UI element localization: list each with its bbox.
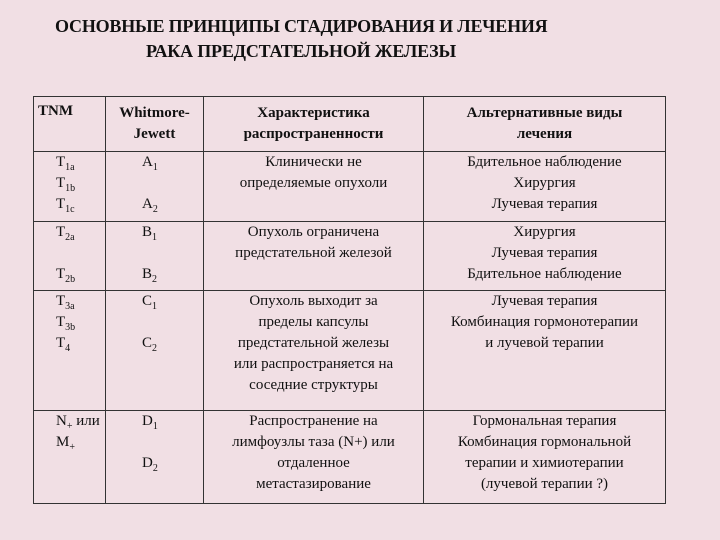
- cell-line: [56, 354, 102, 375]
- cell-whitmore-jewett: [106, 152, 204, 222]
- cell-line: Бдительное наблюдение: [467, 154, 622, 170]
- cell-line: $N_+$ или: [56, 413, 100, 432]
- cell-line: Клинически не: [265, 154, 362, 170]
- cell-treatment: [424, 152, 666, 222]
- header-characteristic: Характеристика распространенности: [204, 97, 424, 152]
- cell-tnm: [34, 411, 106, 504]
- cell-whitmore-jewett: [106, 411, 204, 504]
- cell-line: соседние структуры: [249, 377, 378, 393]
- cell-line: $A_2$: [142, 196, 158, 215]
- table-row: [34, 411, 666, 504]
- cell-line: $T_{3b}$: [56, 314, 76, 333]
- cell-tnm: [34, 152, 106, 222]
- cell-characteristic: [204, 291, 424, 411]
- title-line-1: ОСНОВНЫЕ ПРИНЦИПЫ СТАДИРОВАНИЯ И ЛЕЧЕНИЯ: [55, 16, 548, 36]
- cell-treatment: [424, 411, 666, 504]
- cell-whitmore-jewett: [106, 222, 204, 291]
- cell-line: $C_1$: [142, 293, 158, 312]
- cell-characteristic: [204, 152, 424, 222]
- table-row: [34, 152, 666, 222]
- cell-line: пределы капсулы: [258, 314, 369, 330]
- cell-line: $B_1$: [142, 224, 158, 243]
- staging-table: [33, 96, 666, 504]
- cell-line: Хирургия: [513, 175, 576, 191]
- cell-line: $A_1$: [142, 154, 158, 173]
- cell-line: Хирургия: [513, 224, 576, 240]
- cell-line: предстательной железы: [237, 335, 390, 351]
- cell-line: отдаленное: [277, 455, 350, 471]
- cell-line: Лучевая терапия: [491, 196, 598, 212]
- title-line-2: РАКА ПРЕДСТАТЕЛЬНОЙ ЖЕЛЕЗЫ: [146, 41, 456, 61]
- cell-whitmore-jewett: [106, 291, 204, 411]
- cell-line: лимфоузлы таза (N+) или: [232, 434, 395, 450]
- cell-line: терапии и химиотерапии: [465, 455, 624, 471]
- cell-line: Лучевая терапия: [491, 293, 598, 309]
- cell-line: Гормональная терапия: [472, 413, 617, 429]
- cell-line: $T_{1c}$: [56, 196, 75, 215]
- cell-line: $T_{1a}$: [56, 154, 75, 173]
- cell-line: [142, 312, 200, 333]
- cell-characteristic: [204, 411, 424, 504]
- cell-line: Комбинация гормональной: [457, 434, 632, 450]
- cell-treatment: [424, 222, 666, 291]
- cell-line: $B_2$: [142, 266, 158, 285]
- cell-line: [142, 243, 200, 264]
- cell-line: $T_{2b}$: [56, 266, 76, 285]
- cell-line: определяемые опухоли: [239, 175, 388, 191]
- header-row: [34, 97, 666, 152]
- cell-line: метастазирование: [256, 476, 371, 492]
- cell-line: $C_2$: [142, 335, 158, 354]
- cell-line: (лучевой терапии ?): [480, 476, 609, 492]
- cell-line: $T_4$: [56, 335, 71, 354]
- cell-line: Опухоль ограничена: [247, 224, 380, 240]
- cell-line: $M_+$: [56, 434, 75, 453]
- cell-line: $T_{2a}$: [56, 224, 75, 243]
- cell-line: $D_1$: [142, 413, 158, 432]
- header-treatment: Альтернативные виды лечения: [424, 97, 666, 152]
- cell-line: Лучевая терапия: [491, 245, 598, 261]
- cell-line: и лучевой терапии: [485, 335, 604, 351]
- cell-line: [56, 243, 102, 264]
- cell-line: Бдительное наблюдение: [467, 266, 622, 282]
- header-tnm: TNM: [34, 97, 106, 152]
- cell-line: Распространение на: [249, 413, 378, 429]
- cell-line: предстательной железой: [235, 245, 392, 261]
- cell-treatment: [424, 291, 666, 411]
- cell-line: $T_{3a}$: [56, 293, 75, 312]
- cell-line: [56, 375, 102, 396]
- cell-line: [142, 173, 200, 194]
- cell-line: Опухоль выходит за: [249, 293, 378, 309]
- cell-line: [142, 432, 200, 453]
- cell-line: $T_{1b}$: [56, 175, 76, 194]
- table-row: [34, 222, 666, 291]
- table-row: [34, 291, 666, 411]
- cell-characteristic: [204, 222, 424, 291]
- cell-tnm: [34, 222, 106, 291]
- header-whitmore-jewett: Whitmore- Jewett: [106, 97, 204, 152]
- cell-line: Комбинация гормонотерапии: [450, 314, 639, 330]
- cell-line: $D_2$: [142, 455, 158, 474]
- cell-line: или распространяется на: [233, 356, 394, 372]
- cell-tnm: [34, 291, 106, 411]
